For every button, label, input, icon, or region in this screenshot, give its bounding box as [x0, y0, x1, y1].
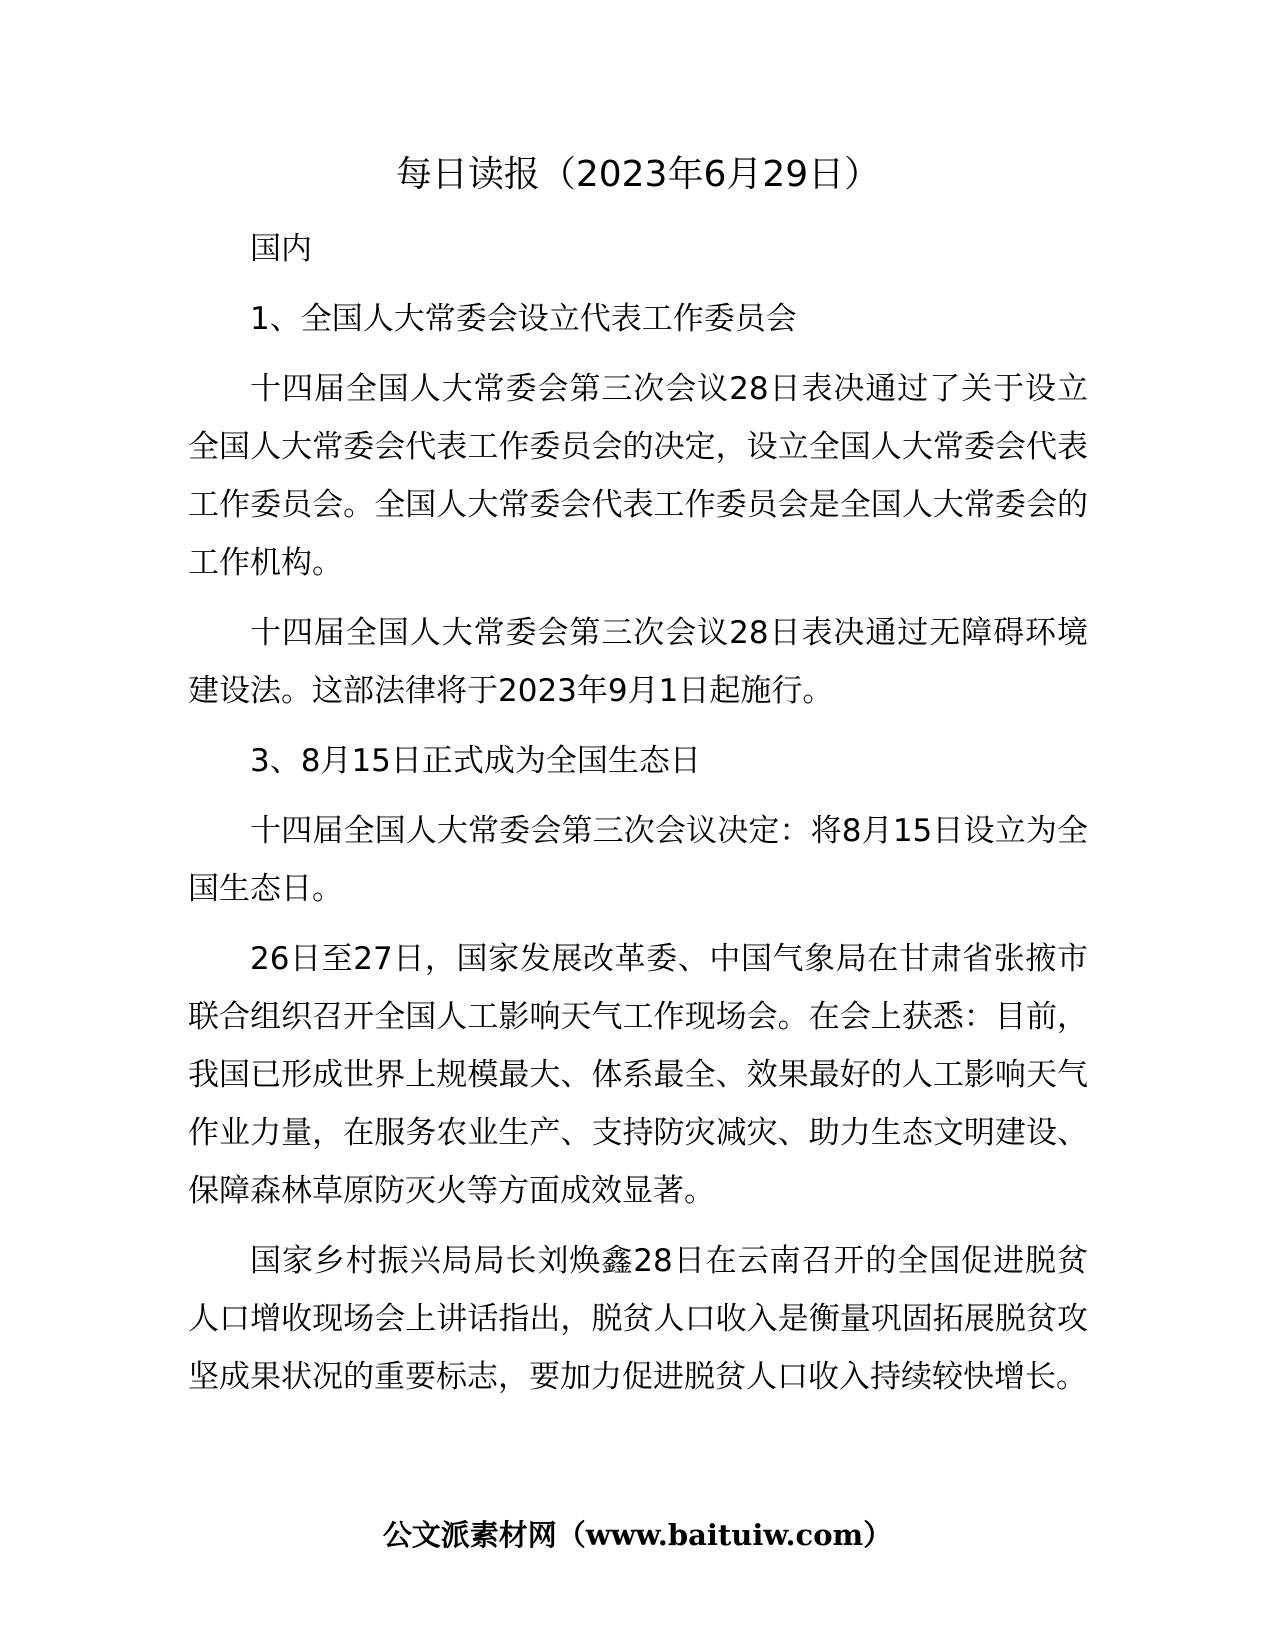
- document-title: 每日读报（2023年6月29日）: [395, 154, 881, 195]
- section-label: 国内: [250, 231, 312, 267]
- news-paragraph-5: 国家乡村振兴局局长刘焕鑫28日在云南召开的全国促进脱贫人口增收现场会上讲话指出，脱贫人口收入是衡量巩固拓展脱贫攻坚成果状况的重要标志，要加力促进脱贫人口收入持续较快增长。: [188, 1243, 1088, 1395]
- news-paragraph-3: 十四届全国人大常委会第三次会议决定：将8月15日设立为全国生态日。: [188, 813, 1088, 907]
- footer-source: 公文派素材网（www.baituiw.com）: [382, 1518, 893, 1552]
- news-heading-1: 1、全国人大常委会设立代表工作委员会: [250, 301, 797, 337]
- news-paragraph-2: 十四届全国人大常委会第三次会议28日表决通过无障碍环境建设法。这部法律将于2023年9月1日起施行。: [188, 615, 1088, 709]
- document-page: [188, 150, 1088, 1418]
- news-paragraph-1: 十四届全国人大常委会第三次会议28日表决通过了关于设立全国人大常委会代表工作委员会的决定，设立全国人大常委会代表工作委员会。全国人大常委会代表工作委员会是全国人大常委会的工作机构。: [188, 371, 1088, 581]
- news-heading-3: 3、8月15日正式成为全国生态日: [250, 743, 701, 779]
- news-paragraph-4: 26日至27日，国家发展改革委、中国气象局在甘肃省张掖市联合组织召开全国人工影响天气工作现场会。在会上获悉：目前，我国已形成世界上规模最大、体系最全、效果最好的人工影响天气作业力量，在服务农业生产、支持防灾减灾、助力生态文明建设、保障森林草原防灭火等方面成效显著。: [188, 941, 1088, 1209]
